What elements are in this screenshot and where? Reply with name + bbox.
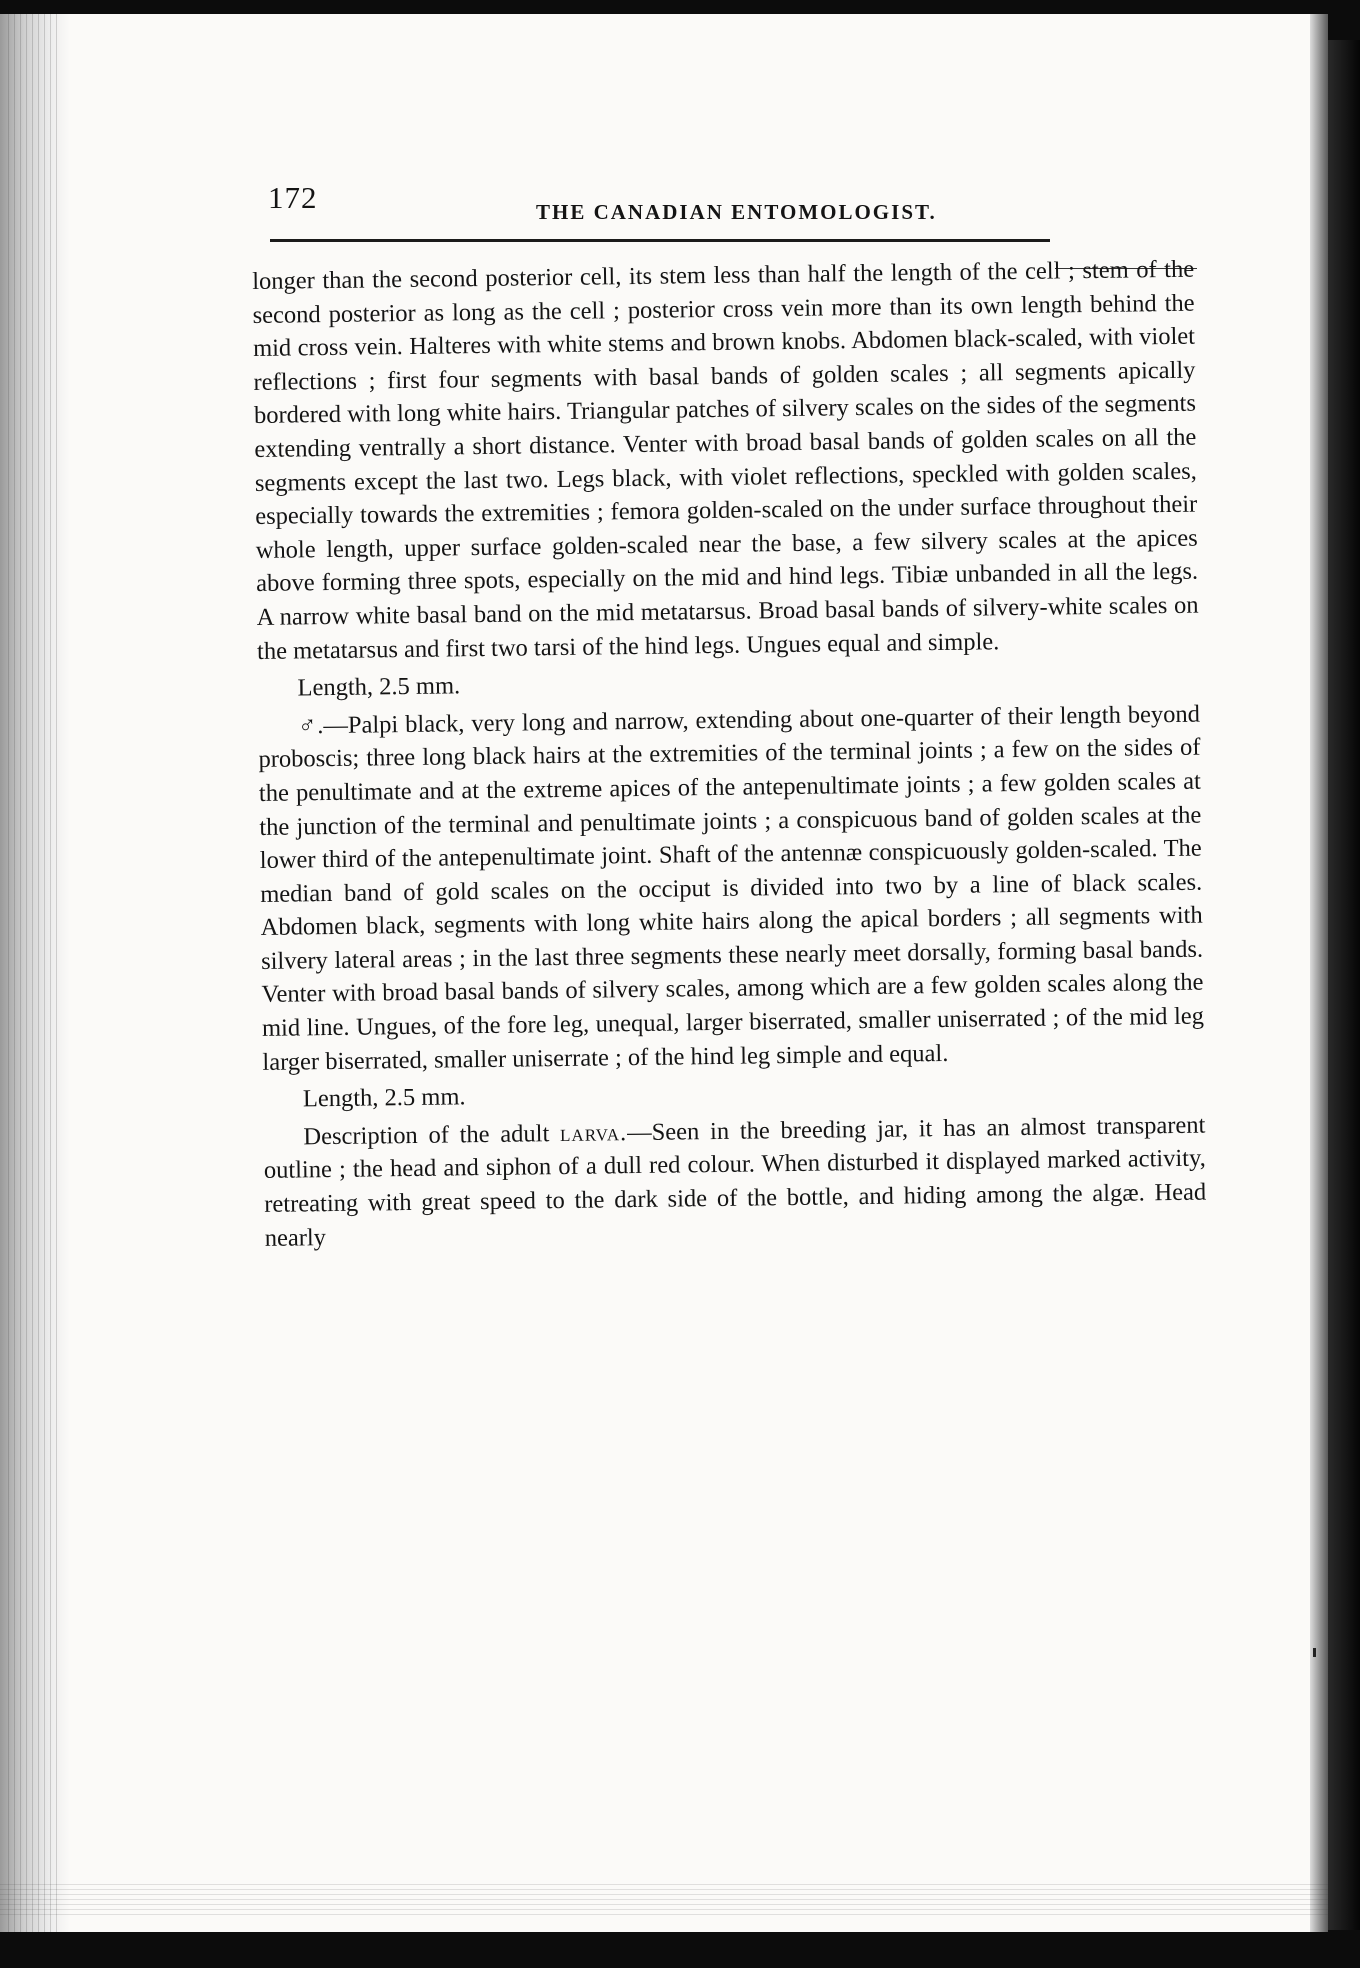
header-rule [270,239,1050,242]
scan-border-right [1328,40,1360,1930]
paragraph-female-description-end: longer than the second posterior cell, its stem less than half the length of the cell ; stem of the second posterior as long as the cell ; posterior cross vein more than its own length behind the mid cross vein. Halteres with white stems and brown knobs. Abdomen black-scaled, with violet reflections ; first four segments with basal bands of golden scales ; all segments apically bordered with long white hairs. Triangular patches of silvery scales on the sides of the segments extending ventrally a short distance. Venter with broad basal bands of golden scales on all the segments except the last two. Legs black, with violet reflections, speckled with golden scales, especially towards the extremities ; femora golden-scaled on the under surface throughout their whole length, upper surface golden-scaled near the base, a few silvery scales at the apices above forming three spots, especially on the mid and hind legs. Tibiæ unbanded in all the legs. A narrow white basal band on the mid metatarsus. Broad basal bands of silvery-white scales on the metatarsus and first two tarsi of the hind legs. Ungues equal and simple. [252,255,1199,665]
larva-description-text: —Seen in the breeding jar, it has an almost transparent outline ; the head and siphon of a dull red colour. When disturbed it displayed marked activity, retreating with great speed to the dark side of the bottle, and hiding among the algæ. Head nearly [263,1111,1207,1252]
page-fore-edge [1310,14,1328,1932]
length-female: Length, 2.5 mm. [297,672,461,702]
larva-term: larva. [559,1119,628,1147]
bottom-page-edges [0,1884,1328,1918]
paragraph-male-description: ♂.—Palpi black, very long and narrow, extending about one-quarter of their length beyond proboscis; three long black hairs at the extremities of the terminal joints ; a few on the sides of the penultimate and at the extreme apices of the antepenultimate joints ; a few golden scales at the junction of the terminal and penultimate joints ; a conspicuous band of golden scales at the lower third of the antepenultimate joint. Shaft of the antennæ conspicuously golden-scaled. The median band of gold scales on the occiput is divided into two by a line of black scales. Abdomen black, segments with long white hairs along the apical borders ; all segments with silvery lateral areas ; in the last three segments these nearly meet dorsally, forming basal bands. Venter with broad basal bands of silvery scales, among which are a few golden scales along the mid line. Ungues, of the fore leg, unequal, larger biserrated, smaller uniserrated ; of the mid leg larger biserrated, smaller uniserrate ; of the hind leg simple and equal. [258,700,1205,1076]
paragraph-larva-description [263,1108,1207,1255]
length-male: Length, 2.5 mm. [302,1083,466,1113]
edge-mark [1313,1648,1316,1657]
larva-lead-text: Description of the adult [303,1120,550,1151]
page-number: 172 [268,180,318,215]
journal-title: THE CANADIAN ENTOMOLOGIST. [536,200,937,224]
gutter-texture [8,14,58,1932]
body-text [252,253,1215,1885]
running-head [268,170,1208,240]
